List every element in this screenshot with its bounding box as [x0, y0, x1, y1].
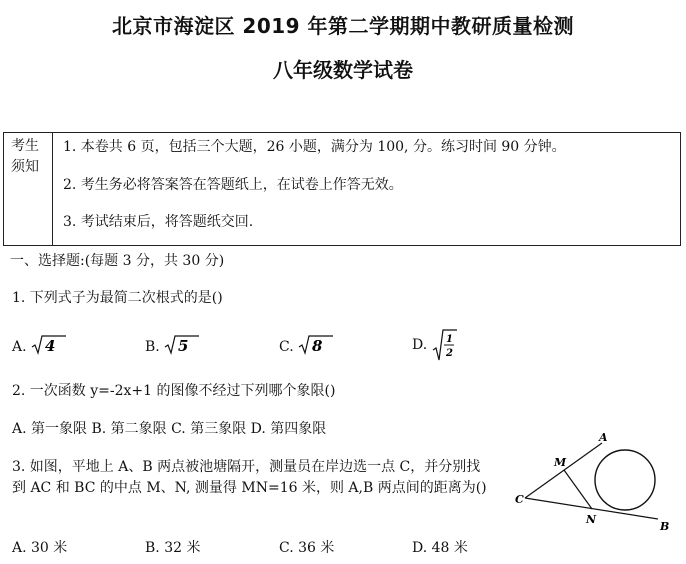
sqrt-icon: [432, 328, 458, 362]
pond-circle: [595, 450, 655, 510]
label-c: C: [515, 493, 524, 506]
section-heading: 一、选择题:(每题 3 分，共 30 分): [10, 253, 225, 269]
question-1-stem: 1. 下列式子为最简二次根式的是(): [12, 290, 223, 306]
sqrt-symbol: [164, 334, 200, 356]
q1-option-d: [412, 328, 458, 362]
notice-box: [3, 132, 681, 246]
label-a: A: [599, 431, 608, 444]
notice-label: [4, 133, 53, 245]
q1-option-d-prefix: D.: [412, 337, 428, 353]
q1-option-c: [279, 334, 334, 356]
segment-mn: [564, 470, 592, 509]
sqrt-symbol: [298, 334, 334, 356]
q3-option-c: C. 36 米: [279, 540, 335, 556]
sqrt-icon: [298, 334, 334, 356]
q1-d-denominator: 2: [445, 348, 453, 359]
label-n: N: [586, 513, 597, 526]
sqrt-icon: [31, 334, 67, 356]
segment-ca: [525, 443, 602, 498]
sqrt-symbol: [432, 328, 458, 362]
notice-label-line1: 考生: [11, 138, 39, 154]
q1-c-radicand: 8: [312, 337, 323, 355]
notice-item-3: 3. 考试结束后，将答题纸交回.: [63, 214, 254, 230]
q1-option-a-prefix: A.: [12, 339, 27, 355]
q1-option-a: [12, 334, 67, 356]
q1-b-radicand: 5: [178, 337, 189, 355]
notice-item-1: 1. 本卷共 6 页，包括三个大题，26 小题，满分为 100, 分。练习时间 90 分钟。: [63, 139, 566, 155]
question-3-stem: 3. 如图，平地上 A、B 两点被池塘隔开，测量员在岸边选一点 C，并分别找到 AC 和 BC 的中点 M、N, 测量得 MN=16 米，则 A,B 两点间的距离为(): [12, 459, 487, 496]
pond-figure: [512, 430, 682, 540]
q1-option-b: [145, 334, 200, 356]
page-title: 北京市海淀区 2019 年第二学期期中教研质量检测: [111, 14, 575, 38]
page-subtitle: 八年级数学试卷: [273, 58, 413, 82]
question-2-stem: 2. 一次函数 y=-2x+1 的图像不经过下列哪个象限(): [12, 383, 336, 399]
notice-item-2: 2. 考生务必将答案答在答题纸上，在试卷上作答无效。: [63, 177, 403, 193]
label-m: M: [554, 456, 567, 469]
notice-label-line2: 须知: [11, 159, 39, 175]
q1-option-c-prefix: C.: [279, 339, 294, 355]
q3-option-b: B. 32 米: [145, 540, 201, 556]
label-b: B: [660, 520, 670, 533]
q1-option-b-prefix: B.: [145, 339, 160, 355]
q1-a-radicand: 4: [45, 337, 56, 355]
question-2-options: A. 第一象限 B. 第二象限 C. 第三象限 D. 第四象限: [12, 421, 327, 437]
q3-option-a: A. 30 米: [12, 540, 68, 556]
sqrt-icon: [164, 334, 200, 356]
sqrt-symbol: [31, 334, 67, 356]
q3-option-d: D. 48 米: [412, 540, 468, 556]
q1-d-numerator: 1: [445, 334, 453, 345]
